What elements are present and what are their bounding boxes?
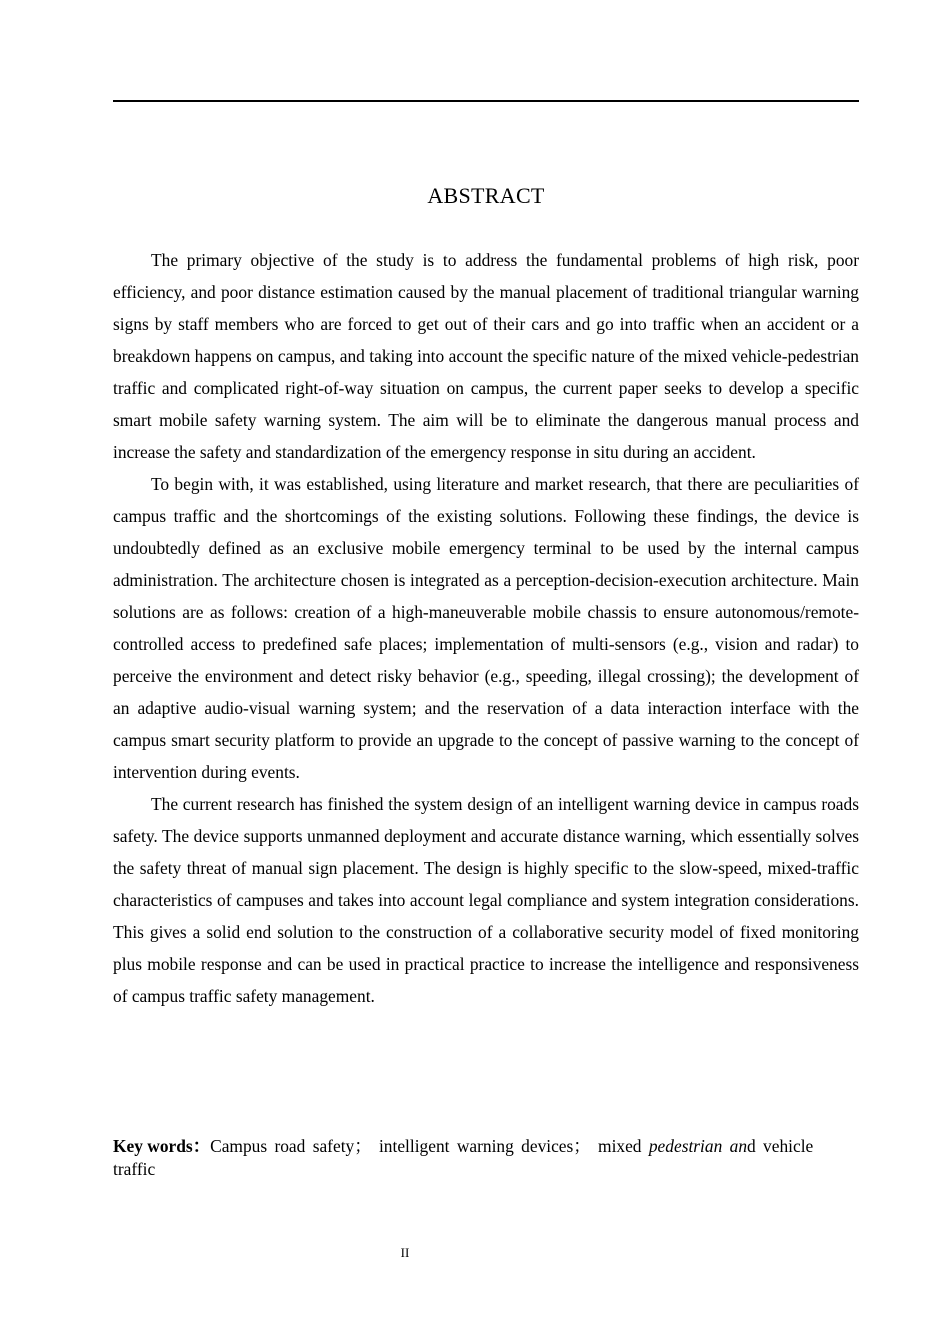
abstract-paragraph-1: The primary objective of the study is to address the fundamental problems of high risk, poor efficiency, and poor distance estimation caused by the manual placement of traditional triangular warning signs by staff members who are forced to get out of their cars and go into traffic when an accident or a breakdown happens on campus, and taking into account the specific nature of the mixed vehicle-pedestrian traffic and complicated right-of-way situation on campus, the current paper seeks to develop a specific smart mobile safety warning system. The aim will be to eliminate the dangerous manual process and increase the safety and standardization of the emergency response in situ during an accident.: [113, 250, 859, 462]
header-rule: [113, 100, 859, 102]
keywords-text-part3: d vehicle traffic: [113, 1136, 814, 1179]
abstract-paragraph-3: The current research has finished the system design of an intelligent warning device in campus roads safety. The device supports unmanned deployment and accurate distance warning, which essentially solves the safety threat of manual sign placement. The design is highly specific to the slow-speed, mixed-traffic characteristics of campuses and takes into account legal compliance and system integration considerations. This gives a solid end solution to the construction of a collaborative security model of fixed monitoring plus mobile response and can be used in practical practice to increase the intelligence and responsiveness of campus traffic safety management.: [113, 794, 859, 1006]
abstract-title: ABSTRACT: [427, 183, 545, 208]
keywords-text-italic: pedestrian an: [648, 1136, 748, 1156]
abstract-paragraph-2: To begin with, it was established, using literature and market research, that there are peculiarities of campus traffic and the shortcomings of the existing solutions. Following these findings, the device is undoubtedly defined as an exclusive mobile emergency terminal to be used by the internal campus administration. The architecture chosen is integrated as a perception-decision-execution architecture. Main solutions are as follows: creation of a high-maneuverable mobile chassis to ensure autonomous/remote-controlled access to predefined safe places; implementation of multi-sensors (e.g., vision and radar) to perceive the environment and detect risky behavior (e.g., speeding, illegal crossing); the development of an adaptive audio-visual warning system; and the reservation of a data interaction interface with the campus smart security platform to provide an upgrade to the concept of passive warning to the concept of intervention during events.: [113, 474, 859, 782]
abstract-body: [113, 244, 859, 1012]
page-number: II: [400, 1245, 410, 1260]
keywords-text-part1: Campus road safety； intelligent warning devices； mixed: [210, 1136, 649, 1156]
keywords-line: [113, 1135, 843, 1181]
keywords-label: Key words：: [113, 1136, 211, 1156]
